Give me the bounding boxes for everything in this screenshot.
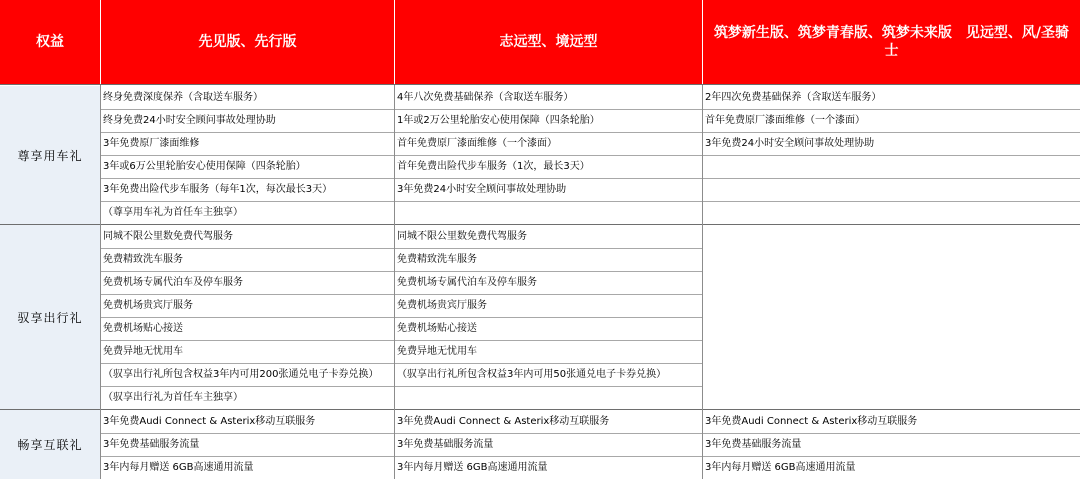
header-column-divider <box>394 0 395 84</box>
table-cell: 3年免费24小时安全顾问事故处理协助 <box>397 184 567 195</box>
table-cell <box>703 178 1080 201</box>
row-divider <box>101 248 702 249</box>
table-cell: 免费机场专属代泊车及停车服务 <box>103 277 243 288</box>
table-cell: 首年免费出险代步车服务（1次，最长3天） <box>397 161 590 172</box>
table-cell: 3年免费原厂漆面维修 <box>103 138 200 149</box>
table-cell: 免费机场专属代泊车及停车服务 <box>397 277 537 288</box>
row-divider <box>101 317 702 318</box>
header-col-b-label: 志远型、境远型 <box>499 34 598 50</box>
table-cell: （尊享用车礼为首任车主独享） <box>103 207 243 218</box>
table-cell: 3年免费基础服务流量 <box>397 439 494 450</box>
table-cell: 3年免费Audi Connect & Asterix移动互联服务 <box>397 416 610 427</box>
row-divider <box>101 132 1080 133</box>
table-cell: 免费机场贵宾厅服务 <box>103 300 193 311</box>
column-divider <box>394 84 395 479</box>
row-divider <box>101 386 702 387</box>
table-cell: 免费异地无忧用车 <box>103 346 183 357</box>
table-cell <box>703 201 1080 224</box>
table-cell: （驭享出行礼所包含权益3年内可用200张通兑电子卡券兑换） <box>103 369 379 380</box>
row-divider <box>101 456 1080 457</box>
section-category: 畅享互联礼 <box>17 438 83 452</box>
table-cell: 3年免费24小时安全顾问事故处理协助 <box>705 138 875 149</box>
row-divider <box>101 155 1080 156</box>
row-divider <box>101 433 1080 434</box>
header-column-divider <box>100 0 101 84</box>
table-cell <box>703 155 1080 178</box>
table-cell: 3年免费基础服务流量 <box>705 439 802 450</box>
row-divider <box>101 271 702 272</box>
table-cell: 2年四次免费基础保养（含取送车服务） <box>705 92 882 103</box>
table-cell: 同城不限公里数免费代驾服务 <box>397 231 527 242</box>
table-cell: 终身免费24小时安全顾问事故处理协助 <box>103 115 276 126</box>
table-cell: 免费机场贵宾厅服务 <box>397 300 487 311</box>
table-cell: 免费机场贴心接送 <box>397 323 477 334</box>
header-col-a-label: 先见版、先行版 <box>198 34 297 50</box>
table-cell: 3年内每月赠送 6GB高速通用流量 <box>397 462 548 473</box>
row-divider <box>101 363 702 364</box>
row-divider <box>101 109 1080 110</box>
header-col-c <box>703 0 1080 84</box>
row-divider <box>101 178 1080 179</box>
table-cell: 首年免费原厂漆面维修（一个漆面） <box>397 138 557 149</box>
row-divider <box>101 201 1080 202</box>
table-cell: 3年免费Audi Connect & Asterix移动互联服务 <box>705 416 918 427</box>
header-col-c-line1: 筑梦新生版、筑梦青春版、筑梦未来版 见远型、风/圣骑 <box>713 25 1070 41</box>
header-divider <box>0 84 1080 85</box>
header-col-c-line2: 士 <box>884 43 899 59</box>
header-col-b <box>395 0 702 84</box>
table-cell: 3年或6万公里轮胎安心使用保障（四条轮胎） <box>103 161 306 172</box>
header-col-a <box>101 0 394 84</box>
table-cell: 免费精致洗车服务 <box>397 254 477 265</box>
column-divider <box>100 84 101 479</box>
header-rights <box>0 0 100 84</box>
row-divider <box>101 294 702 295</box>
table-cell: （驭享出行礼为首任车主独享） <box>103 392 243 403</box>
section-category: 驭享出行礼 <box>17 310 83 325</box>
column-divider <box>702 84 703 479</box>
table-cell: 同城不限公里数免费代驾服务 <box>103 231 233 242</box>
table-cell: 首年免费原厂漆面维修（一个漆面） <box>705 115 865 126</box>
table-cell: 4年八次免费基础保养（含取送车服务） <box>397 92 574 103</box>
table-cell: 3年免费Audi Connect & Asterix移动互联服务 <box>103 416 316 427</box>
table-cell: 终身免费深度保养（含取送车服务） <box>103 92 263 103</box>
header-column-divider <box>702 0 703 84</box>
table-cell <box>395 201 702 224</box>
table-cell: 免费异地无忧用车 <box>397 346 477 357</box>
table-cell: 免费机场贴心接送 <box>103 323 183 334</box>
table-cell: 免费精致洗车服务 <box>103 254 183 265</box>
table-cell: 3年免费出险代步车服务（每年1次，每次最长3天） <box>103 184 333 195</box>
table-cell: （驭享出行礼所包含权益3年内可用50张通兑电子卡券兑换） <box>397 369 667 380</box>
section-category: 尊享用车礼 <box>17 148 83 163</box>
table-cell: 3年内每月赠送 6GB高速通用流量 <box>103 462 254 473</box>
table-cell: 3年免费基础服务流量 <box>103 439 200 450</box>
table-cell: 3年内每月赠送 6GB高速通用流量 <box>705 462 856 473</box>
row-divider <box>101 340 702 341</box>
table-cell <box>395 386 702 409</box>
header-rights-label: 权益 <box>36 34 64 50</box>
table-cell: 1年或2万公里轮胎安心使用保障（四条轮胎） <box>397 115 600 126</box>
